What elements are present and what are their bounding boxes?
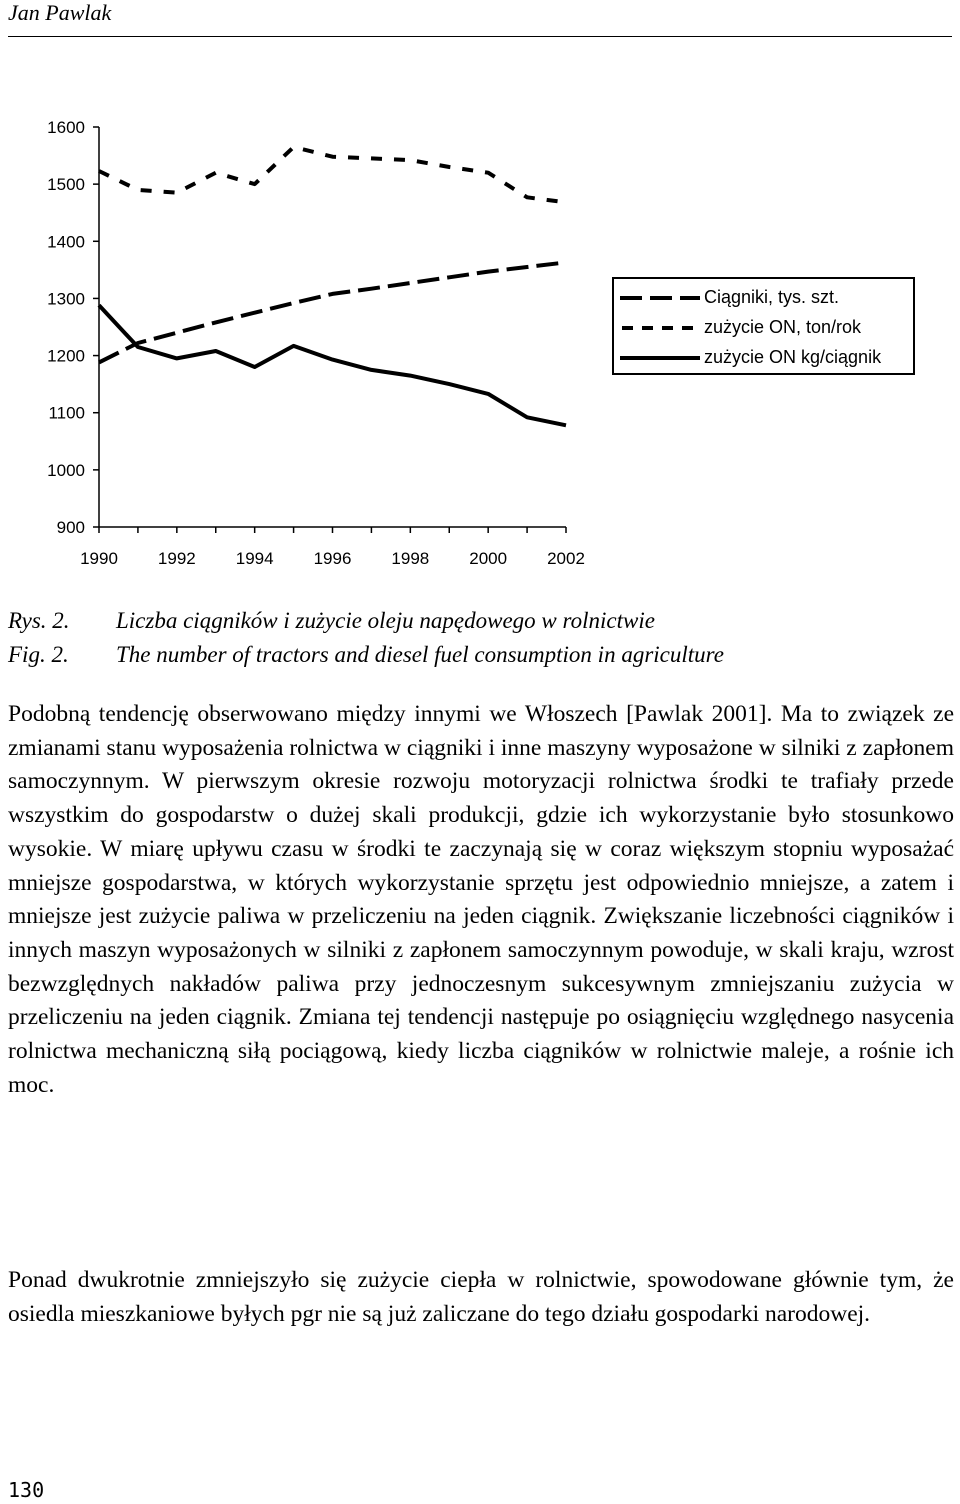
x-tick-label: 2000 (469, 549, 508, 568)
chart-series (99, 147, 566, 425)
series-line-solid (99, 305, 566, 425)
y-tick-label: 900 (56, 518, 85, 537)
chart-axes (99, 127, 566, 527)
y-tick-label: 1600 (47, 118, 85, 137)
legend-swatch-long-dash (618, 289, 702, 307)
x-tick-label: 1992 (157, 549, 196, 568)
caption-text: Liczba ciągników i zużycie oleju napędowego w rolnictwie (116, 608, 655, 633)
y-tick-label: 1400 (47, 232, 85, 252)
body-paragraph: Podobną tendencję obserwowano między innymi we Włoszech [Pawlak 2001]. Ma to związek ze zmianami stanu wyposażenia rolnictwa w ciągniki i inne maszyny wyposażone w silniki z zapłonem samoczynnym. W pierwszym okresie rozwoju motoryzacji rolnictwa środki te trafiały przede wszystkim do gospodarstw o dużej skali produkcji, gdzie ich wykorzystanie było stosunkowo wysokie. W miarę upływu czasu w środki te zaczynają się w coraz większym stopniu wyposażać mniejsze gospodarstwa, w których wykorzystanie sprzętu jest odpowiednio mniejsze, a zatem i mniejsze jest zużycie paliwa w przeliczeniu na jeden ciągnik. Zwiększanie liczebności ciągników i innych maszyn wyposażonych w silniki z zapłonem samoczynnym powoduje, w skali kraju, wzrost bezwzględnych nakładów paliwa przy jednoczesnym sukcesywnym zmniejszaniu zużycia w przeliczeniu na jeden ciągnik. Zmiana tej tendencji następuje po osiągnięciu względnego nasycenia rolnictwa mechaniczną siłą pociągową, kiedy liczba ciągników w rolnictwie maleje, a rośnie ich moc. (8, 701, 954, 1098)
y-tick-label: 1000 (47, 460, 85, 480)
legend-label: zużycie ON, ton/rok (704, 317, 862, 337)
y-tick-label: 1200 (47, 346, 85, 366)
x-axis-ticks (80, 527, 585, 568)
x-tick-label: 1990 (80, 549, 118, 568)
y-tick-label: 1100 (48, 403, 85, 423)
body-paragraph: Ponad dwukrotnie zmniejszyło się zużycie ciepła w rolnictwie, spowodowane głównie tym, że osiedla mieszkaniowe byłych pgr nie są już zaliczane do tego działu gospodarki narodowej. (8, 1267, 954, 1327)
legend-item-tractors (614, 283, 913, 313)
legend-label: Ciągniki, tys. szt. (704, 287, 840, 307)
y-tick-label: 1500 (47, 175, 85, 195)
page-number: 130 (8, 1478, 45, 1502)
x-tick-label: 2002 (547, 549, 585, 568)
legend-swatch-solid (618, 349, 702, 367)
running-head-author: Jan Pawlak (8, 0, 112, 25)
series-line-long-dash (99, 262, 566, 362)
x-tick-label: 1996 (313, 549, 352, 568)
caption-text: The number of tractors and diesel fuel consumption in agriculture (116, 642, 724, 667)
x-tick-label: 1998 (391, 549, 430, 568)
legend-item-fuel-total (614, 313, 913, 343)
caption-label: Fig. 2. (8, 642, 69, 667)
legend-label: zużycie ON kg/ciągnik (704, 347, 882, 367)
x-tick-label: 1994 (235, 549, 274, 568)
series-line-short-dash (99, 147, 566, 202)
legend-item-fuel-per-tractor (614, 343, 913, 373)
legend-swatch-short-dash (618, 319, 702, 337)
caption-label: Rys. 2. (8, 608, 70, 633)
y-tick-label: 1300 (47, 289, 85, 309)
page-header (8, 0, 952, 37)
chart-legend (612, 277, 915, 375)
y-axis-ticks (47, 118, 99, 537)
